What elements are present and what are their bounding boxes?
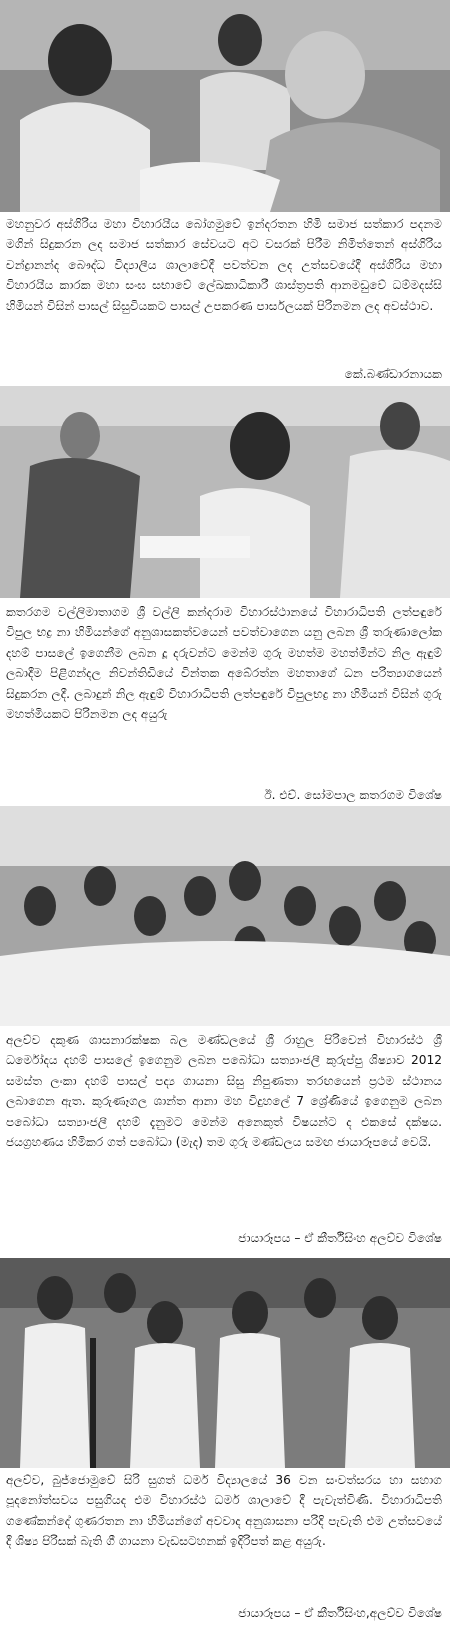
photo-group-teachers [0,806,450,1026]
credit-story-3: ජායාරූපය – ඒ කීර්තිසිංහ අලව්ව විශේෂ [238,1231,442,1245]
caption-story-1: මහනුවර අස්ගිරිය මහා විහාරයීය බෝගමුවේ ඉන්දරතන හිමි සමාජ සත්කාර පදනම මගින් සිදුකරන ලද සමාජ සත්කාර සේවයට අට වසරක් පිරීම නිමිත්තෙන් අස්ගිරිය චන්ද්‍රානන්ද බෞද්ධ විද්‍යාලීය ශාලාවේදී පවත්වන ලද උත්සවයේදී අස්ගිරිය මහා විහාරයීය කාරක මහා සංඝ සභාවේ ලේඛකාධිකාරී ශාස්ත්‍රපති ආනමඩුවේ ධම්මදස්සි හිමියන් විසින් පාසල් සිසුවියකට පාසල් උපකරණ පාර්සලයක් පිරිනමන ලද අවස්ථාව. [6,217,442,313]
caption-story-2: කතරගම වල්ලිමාතාගම ශ්‍රී වල්ලි කන්දරාම විහාරස්ථානයේ විහාරාධිපති ලත්පඳුරේ විපුල භද්‍ර නා හිමියන්ගේ අනුශාසකත්වයෙන් පවත්වාගෙන යනු ලබන ශ්‍රී තරුණාලෝක දහම් පාසලේ ඉගෙනීම ලබන දූ දරුවන්ට මෙන්ම ගුරු මහත්ම මහත්මීන්ට නිල ඇඳුම් ලබාදීම පිළිගන්දල නිවන්තිඩියේ චින්තක අබේරත්න මහතාගේ ධන පරිත්‍යාගයෙන් සිදුකරන ලදී. ලබාදුන් නිල ඇඳුම් විහාරාධිපති ලත්පඳුරේ විපුලභද්‍ර නා හිමියන් විසින් ගුරු මහත්මියකට පිරිනමන ලද අයුරු [6,605,442,722]
credit-story-4: ජායාරූපය – ඒ කීර්තිසිංහ,අලව්ව විශේෂ [238,1606,442,1620]
caption-story-4: අලව්ව, බුජ්ජොමුවේ සිරි සුගත් ධර්ම විද්‍යාලයේ 36 වන සංවත්සරය හා සහාග පූදනෝත්සවය පසුගියද එම විහාරස්ථ ධර්ම ශාලාවේ දී පැවැත්විණි. විහාරාධිපති ගණේකන්දේ ගුණරතන නා හිමියන්ගේ අවවාද අනුශාසනා පරිදි පැවැති එම උත්සවයේ දී ශිෂ්‍ය පිරිසක් බැති ගී ගායනා වැඩසටහනක් ඉදිරිපත් කළ අයුරු. [6,1473,442,1549]
photo-students-singing [0,1258,450,1468]
credit-story-2: ඊ. එච්. සෝමපාල කතරගම විශේෂ [264,788,442,802]
credit-story-1: කේ.බණ්ඩාරනායක [344,367,442,381]
caption-story-3: අලව්ව දකුණ ශාසනාරක්ෂක බල මණ්ඩලයේ ශ්‍රී රාහුල පිරිවෙන් විහාරස්ථ ශ්‍රී ධර්මෝදය දහම් පාසලේ ඉගෙනුම ලබන පබෝධා සත්‍යාංජලී කුරුප්පු ශිෂ්‍යාව 2012 සමස්ත ලංකා දහම් පාසල් පද්‍ය ගායනා සිසු නිපුණතා තරඟයෙන් ප්‍රථම ස්ථානය ලබාගෙන ඇත. කුරුණෑගල ශාන්ත ආනා මහ විදුහලේ 7 ශ්‍රේණියේ ඉගෙනුම ලබන පබෝධා සත්‍යාංජලී දහම් දැනුමට මෙන්ම අනෙකුත් විෂයන්ට ද එකසේ දක්ෂය. ජයග්‍රහණය හිමිකර ගත් පබෝධා (මැද) තම ගුරු මණ්ඩලය සමඟ ජායාරූපයේ වෙයි. [6,1033,442,1150]
photo-uniform-presentation [0,386,450,598]
photo-monk-presenting-parcel [0,0,450,212]
